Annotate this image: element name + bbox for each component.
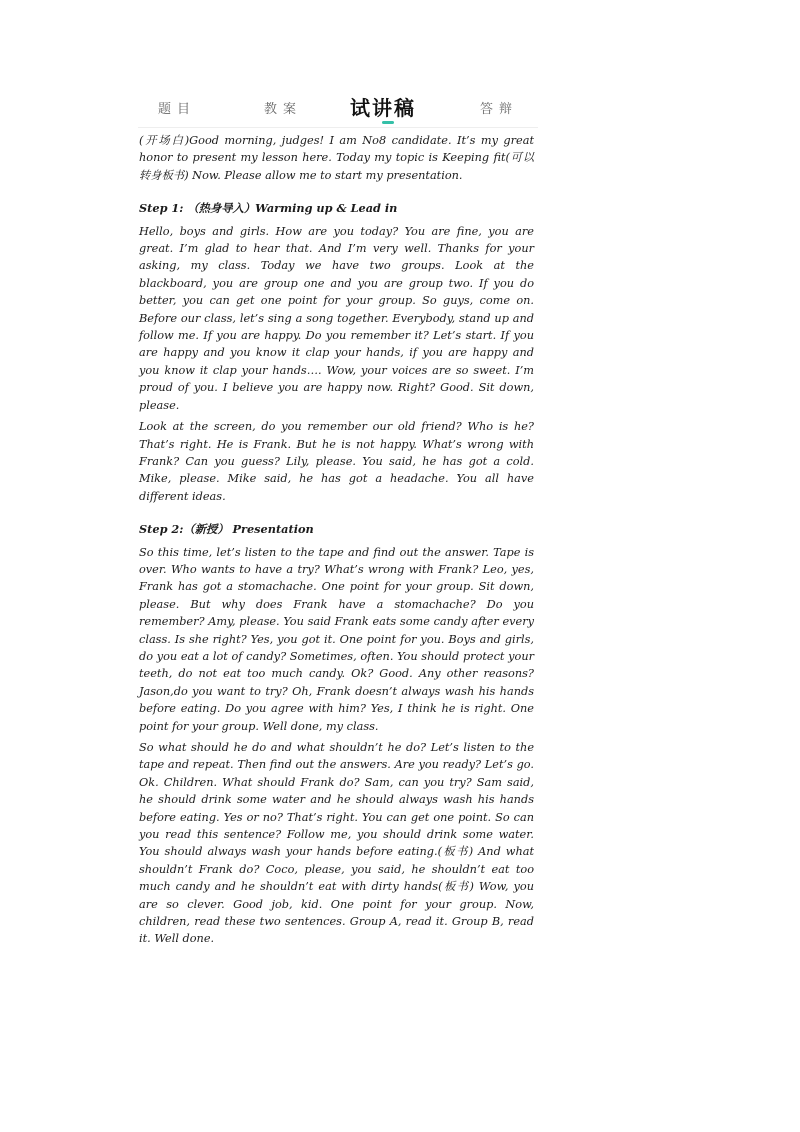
step2-heading: Step 2:（新授） Presentation	[139, 522, 314, 537]
tab-topic[interactable]: 题目	[158, 102, 197, 117]
step1-paragraph-2: Look at the screen, do you remember our old friend? Who is he? That’s right. He is Frank. But he is not happy. What’s wrong with Frank? Can you guess? Lily, please. You said, he has got a cold. Mike, please. Mike said, he has got a headache. You all have different ideas.	[139, 420, 534, 503]
tab-bar	[138, 88, 538, 128]
step1-paragraph-1: Hello, boys and girls. How are you today? You are fine, you are great. I’m glad to hear that. And I’m very well. Thanks for your asking, my class. Today we have two groups. Look at the blackboard, you are group one and you are group two. If you do better, you can get one point for your group. So guys, come on. Before our class, let’s sing a song together. Everybody, stand up and follow me. If you are happy. Do you remember it? Let’s start. If you are happy and you know it clap your hands, if you are happy and you know it clap your hands…. Wow, your voices are so sweet. I’m proud of you. I believe you are happy now. Right? Good. Sit down, please.	[139, 224, 534, 412]
script-content	[139, 132, 534, 952]
step1-heading: Step 1: （热身导入）Warming up & Lead in	[139, 201, 398, 216]
step2-paragraph-1: So this time, let’s listen to the tape and find out the answer. Tape is over. Who wants to have a try? What’s wrong with Frank? Leo, yes, Frank has got a stomachache. One point for your group. Sit down, please. But why does Frank have a stomachache? Do you remember? Amy, please. You said Frank eats some candy after every class. Is she right? Yes, you got it. One point for you. Boys and girls, do you eat a lot of candy? Sometimes, often. You should protect your teeth, do not eat too much candy. Ok? Good. Any other reasons? Jason,do you want to try? Oh, Frank doesn’t always wash his hands before eating. Do you agree with him? Yes, I think he is right. One point for your group. Well done, my class.	[139, 545, 534, 733]
tab-defense[interactable]: 答辩	[480, 102, 519, 117]
tab-divider	[138, 127, 538, 128]
tab-teaching-script[interactable]: 试讲稿	[350, 96, 416, 120]
intro-paragraph: (开场白)Good morning, judges! I am No8 candidate. It’s my great honor to present my lesson here. Today my topic is Keeping fit(可以转身板书) Now. Please allow me to start my presentation.	[139, 134, 534, 182]
step2-paragraph-2: So what should he do and what shouldn’t he do? Let’s listen to the tape and repeat. Then find out the answers. Are you ready? Let’s go. Ok. Children. What should Frank do? Sam, can you try? Sam said, he should drink some water and he should always wash his hands before eating. Yes or no? That’s right. You can get one point. So can you read this sentence? Follow me, you should drink some water. You should always wash your hands before eating.(板书) And what shouldn’t Frank do? Coco, please, you said, he shouldn’t eat too much candy and he shouldn’t eat with dirty hands(板书) Wow, you are so clever. Good job, kid. One point for your group. Now, children, read these two sentences. Group A, read it. Group B, read it. Well done.	[139, 741, 534, 946]
active-tab-indicator	[382, 121, 394, 124]
tab-lesson-plan[interactable]: 教案	[264, 102, 303, 117]
